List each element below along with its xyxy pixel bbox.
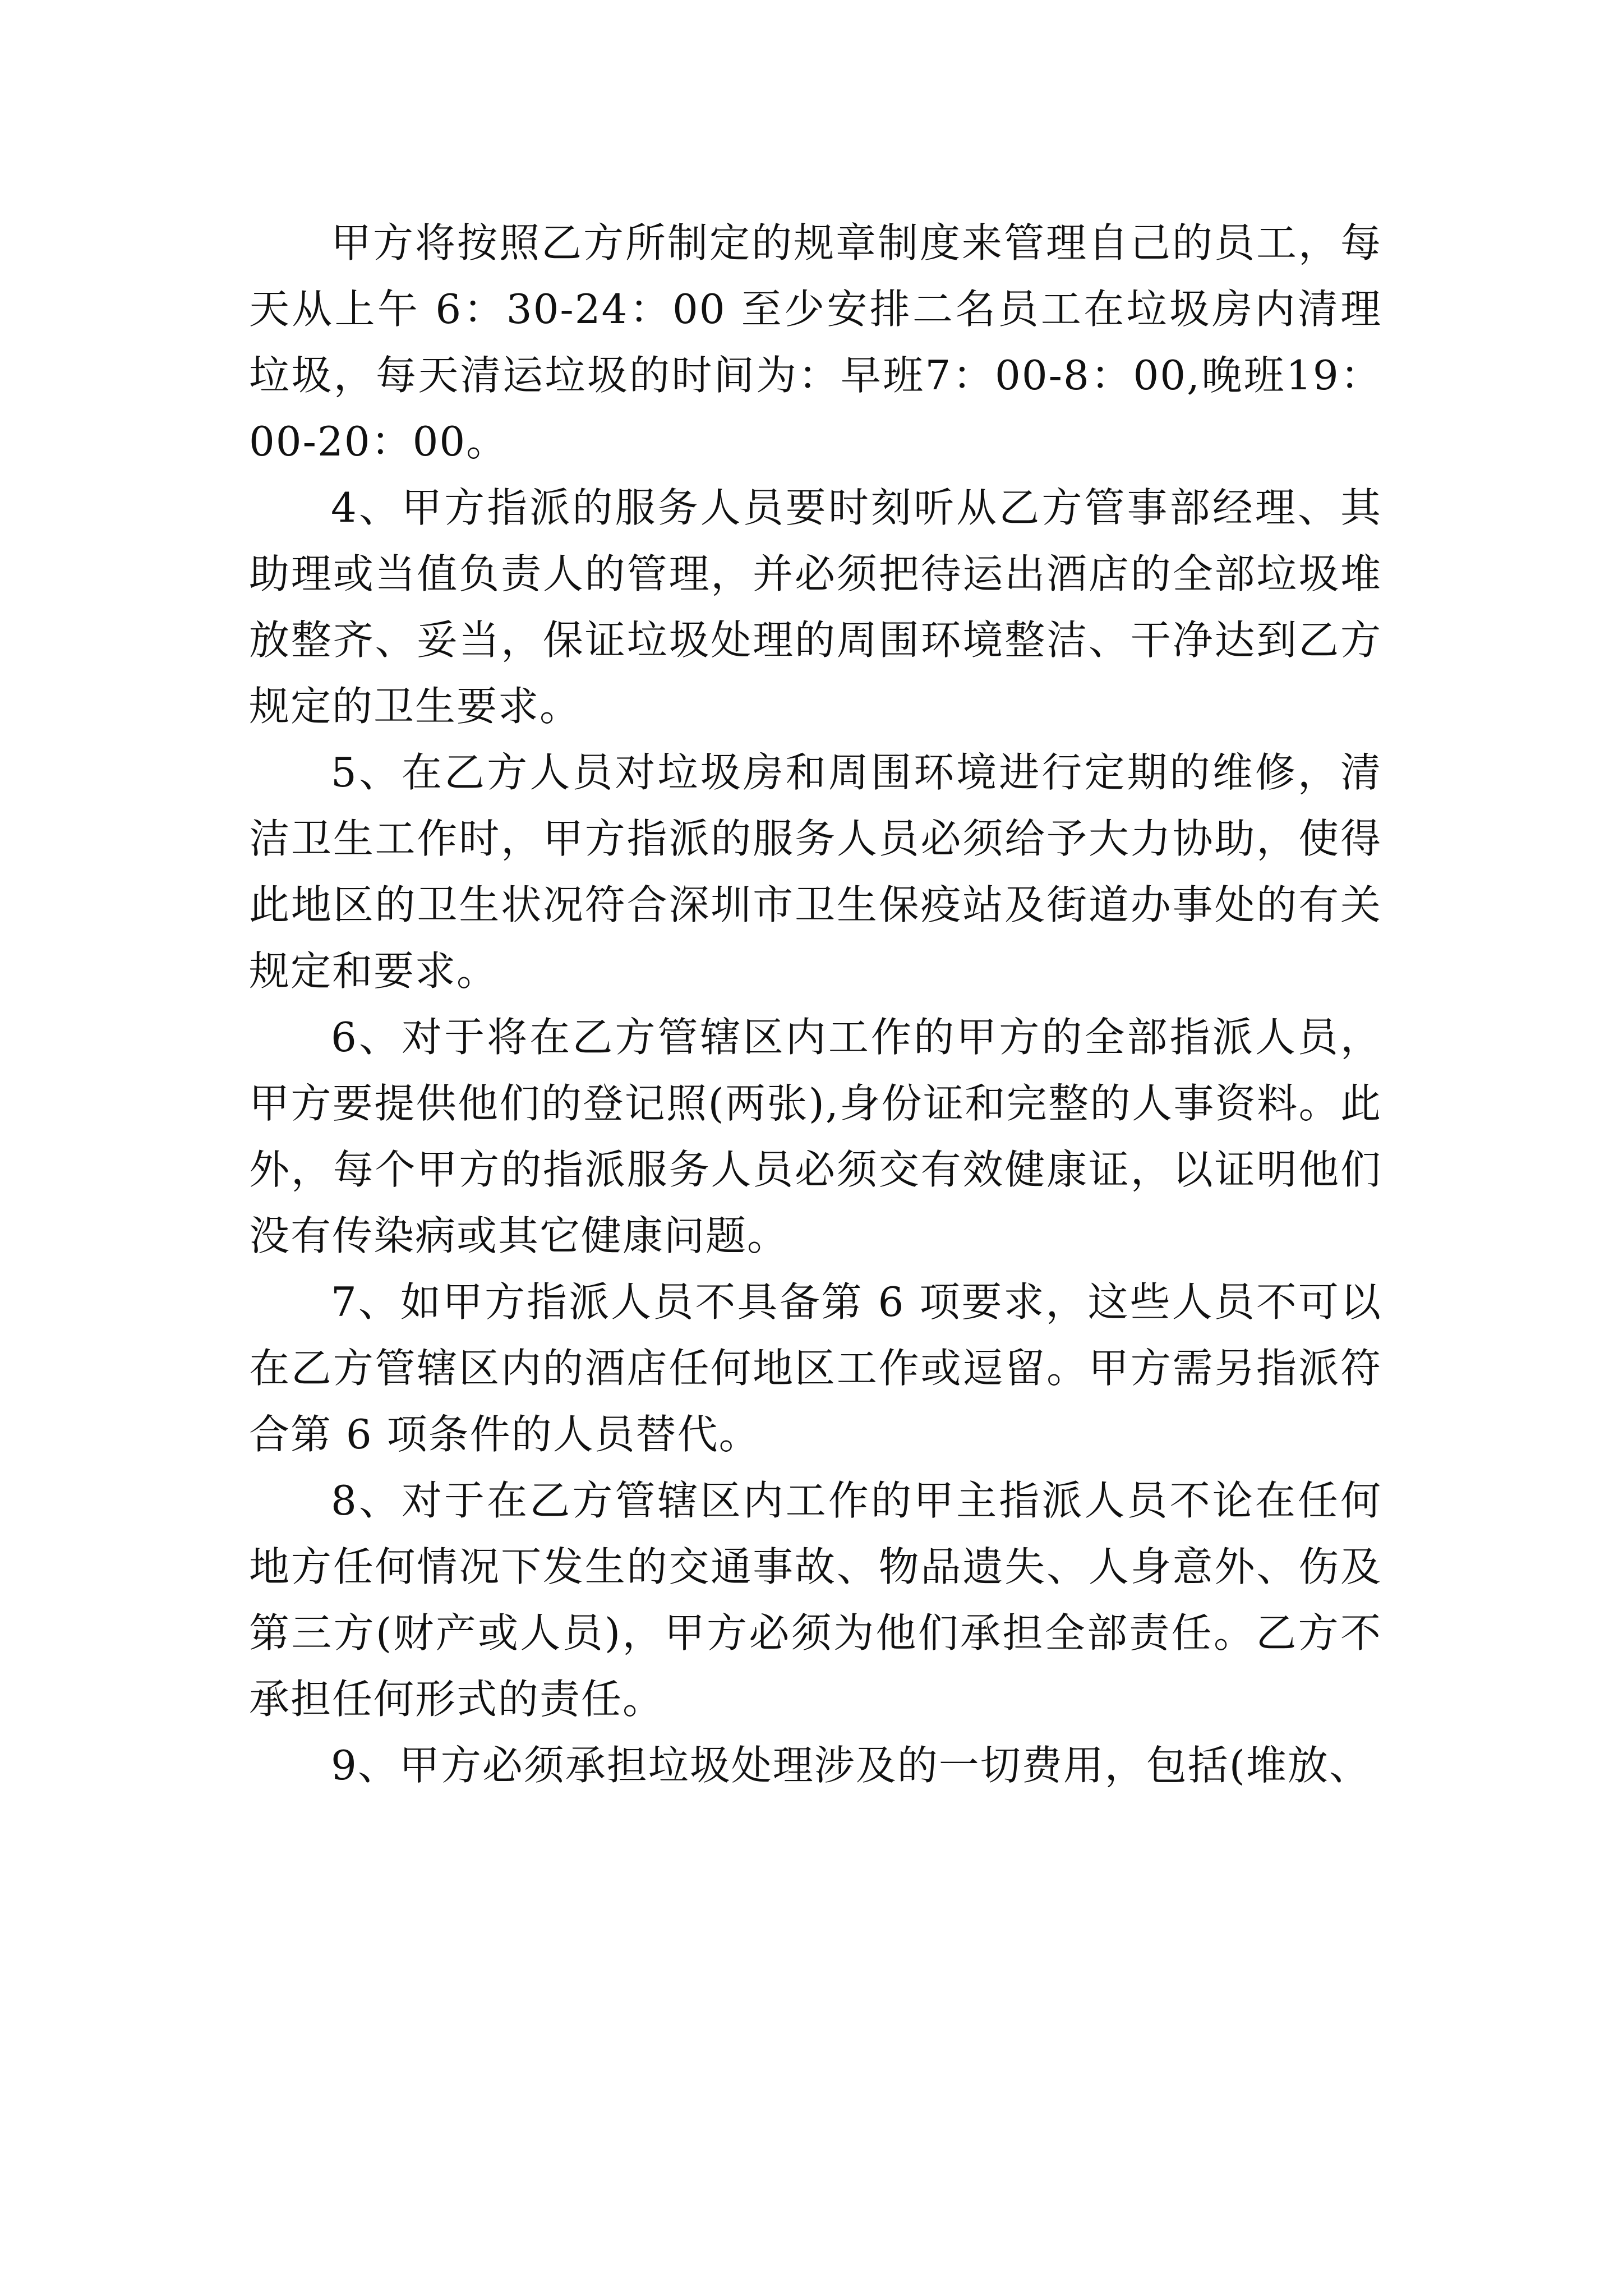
- paragraph-clause-5: 5、在乙方人员对垃圾房和周围环境进行定期的维修，清洁卫生工作时，甲方指派的服务人员必须给予大力协助，使得此地区的卫生状况符合深圳市卫生保疫站及街道办事处的有关规定和要求。: [249, 749, 1382, 995]
- paragraph-clause-4: 4、甲方指派的服务人员要时刻听从乙方管事部经理、其助理或当值负责人的管理，并必须把待运出酒店的全部垃圾堆放整齐、妥当，保证垃圾处理的周围环境整洁、干净达到乙方规定的卫生要求。: [249, 484, 1382, 730]
- paragraph-staff-management: 甲方将按照乙方所制定的规章制度来管理自己的员工，每天从上午 6：30-24：00 至少安排二名员工在垃圾房内清理垃圾，每天清运垃圾的时间为：早班7：00-8：00,晚班19：00-20：00。: [249, 219, 1382, 465]
- paragraph-clause-7: 7、如甲方指派人员不具备第 6 项要求，这些人员不可以在乙方管辖区内的酒店任何地区工作或逗留。甲方需另指派符合第 6 项条件的人员替代。: [249, 1278, 1382, 1458]
- paragraph-clause-6: 6、对于将在乙方管辖区内工作的甲方的全部指派人员，甲方要提供他们的登记照(两张),身份证和完整的人事资料。此外，每个甲方的指派服务人员必须交有效健康证，以证明他们没有传染病或其它健康问题。: [249, 1014, 1382, 1259]
- paragraph-clause-8: 8、对于在乙方管辖区内工作的甲主指派人员不论在任何地方任何情况下发生的交通事故、物品遗失、人身意外、伤及第三方(财产或人员)，甲方必须为他们承担全部责任。乙方不承担任何形式的责任。: [249, 1477, 1382, 1723]
- document-body: [249, 210, 1382, 1798]
- paragraph-clause-9: 9、甲方必须承担垃圾处理涉及的一切费用，包括(堆放、: [331, 1742, 1371, 1789]
